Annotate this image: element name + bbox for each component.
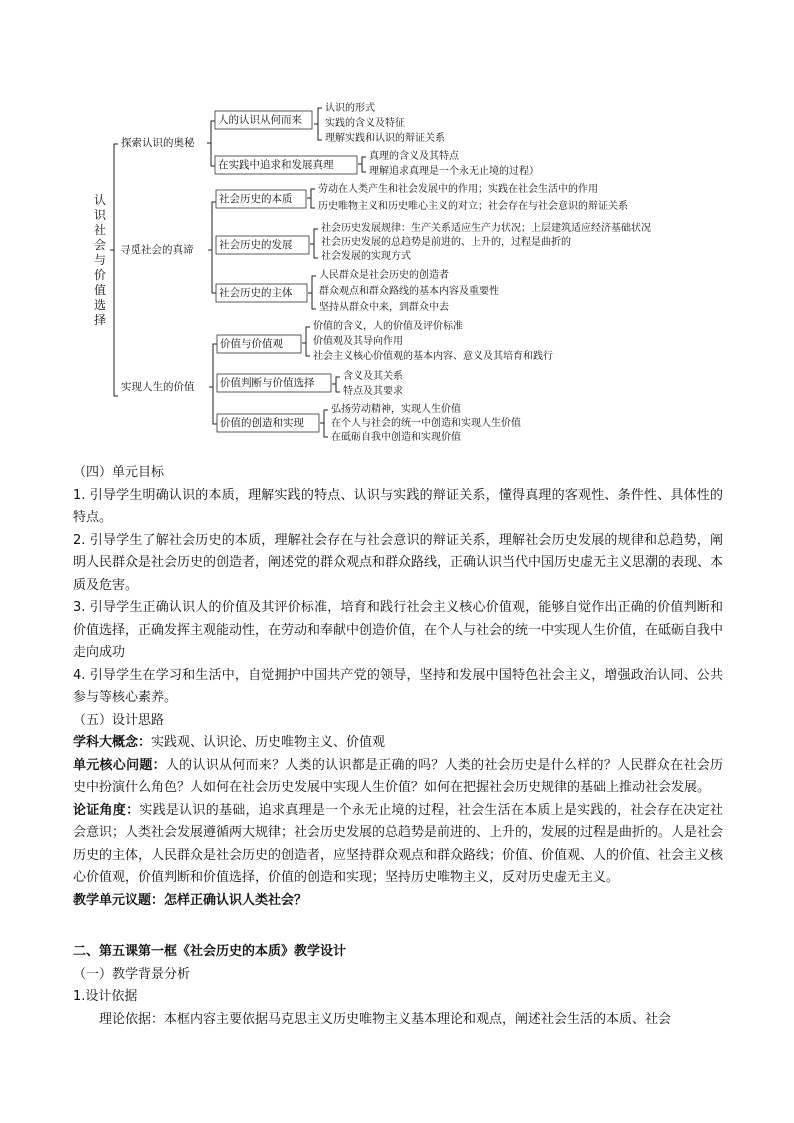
leaf: 弘扬劳动精神，实现人生价值 — [331, 404, 461, 415]
leaf: 社会主义核心价值观的基本内容、意义及其培育和践行 — [313, 351, 553, 362]
leaf: 认识的形式 — [325, 103, 375, 114]
branch-explore-cognition: 探索认识的奥秘 — [121, 137, 195, 149]
goal-4: 4. 引导学生在学习和生活中，自觉拥护中国共产党的领导，坚持和发展中国特色社会主义，增强政治认同、公共参与等核心素养。 — [73, 667, 723, 705]
unit-mind-map — [0, 0, 794, 470]
branch-life-value: 实现人生的价值 — [121, 381, 195, 393]
theory-basis: 理论依据：本框内容主要依据马克思主义历史唯物主义基本理论和观点，阐述社会生活的本质、社会 — [99, 1011, 672, 1027]
leaf: 真理的含义及其特点 — [369, 151, 459, 162]
leaf: 社会发展的实现方式 — [321, 251, 411, 262]
core-question-label: 单元核心问题： — [73, 757, 166, 773]
lesson-section — [73, 941, 723, 1031]
argument — [73, 800, 723, 890]
leaf: 劳动在人类产生和社会发展中的作用；实践在社会生活中的作用 — [318, 184, 598, 195]
unit-topic: 教学单元议题：怎样正确认识人类社会？ — [73, 892, 308, 908]
leaf: 价值的含义，人的价值及评价标准 — [313, 321, 463, 332]
leaf: 理解追求真理是一个永无止境的过程） — [369, 166, 539, 177]
leaf: 实践的含义及特征 — [325, 118, 405, 129]
body-text — [73, 462, 723, 912]
leaf: 价值观及其导向作用 — [313, 336, 403, 347]
background-heading: （一）教学背景分析 — [73, 966, 191, 982]
leaf: 历史唯物主义和历史唯心主义的对立；社会存在与社会意识的辩证关系 — [318, 201, 628, 212]
leaf: 社会历史发展规律：生产关系适应生产力状况；上层建筑适应经济基础状况 — [321, 223, 651, 234]
node-value-creation: 价值的创造和实现 — [220, 417, 304, 429]
core-question — [73, 755, 723, 800]
leaf: 群众观点和群众路线的基本内容及重要性 — [319, 286, 499, 297]
leaf: 特点及其要求 — [343, 386, 403, 397]
node-pursue-truth: 在实践中追求和发展真理 — [218, 159, 334, 171]
leaf: 坚持从群众中来，到群众中去 — [319, 302, 449, 313]
argument-text: 实践是认识的基础，追求真理是一个永无止境的过程，社会生活在本质上是实践的，社会存在决定社会意识；人类社会发展遵循两大规律；社会历史发展的总趋势是前进的、上升的，发展的过程是曲折的。人是社会历史的主体，人民群众是社会历史的创造者，应坚持群众观点和群众路线；价值、价值观、人的价值、社会主义核心价值观，价值判断和价值选择，价值的创造和实现；坚持历史唯物主义，反对历史虚无主义。 — [73, 802, 724, 885]
big-concept-label: 学科大概念： — [73, 735, 152, 750]
node-history-development: 社会历史的发展 — [219, 239, 293, 251]
leaf: 人民群众是社会历史的创造者 — [319, 270, 449, 281]
core-question-text: 人的认识从何而来？人类的认识都是正确的吗？人类的社会历史是什么样的？人民群众在社会历史中扮演什么角色？人如何在社会历史发展中实现人生价值？如何在把握社会历史规律的基础上推动社会发展。 — [73, 757, 723, 795]
leaf: 理解实践和认识的辩证关系 — [325, 133, 445, 144]
section-heading-unit-goals: （四）单元目标 — [73, 465, 165, 480]
big-concept-text: 实践观、认识论、历史唯物主义、价值观 — [151, 735, 386, 750]
basis-heading: 1.设计依据 — [73, 989, 138, 1004]
goal-3: 3. 引导学生正确认识人的价值及其评价标准，培育和践行社会主义核心价值观，能够自觉作出正确的价值判断和价值选择，正确发挥主观能动性，在劳动和奉献中创造价值，在个人与社会的统一中实现人生价值，在砥砺自我中走向成功 — [73, 600, 724, 660]
big-concept — [73, 732, 723, 755]
argument-label: 论证角度： — [73, 802, 140, 818]
goal-1: 1. 引导学生明确认识的本质，理解实践的特点、认识与实践的辩证关系，懂得真理的客观性、条件性、具体性的特点。 — [73, 487, 723, 525]
node-value-view: 价值与价值观 — [220, 338, 283, 350]
leaf: 在个人与社会的统一中创造和实现人生价值 — [331, 418, 521, 429]
node-history-subject: 社会历史的主体 — [219, 287, 293, 299]
leaf: 含义及其关系 — [343, 371, 403, 382]
mind-map-root: 认识社会与价值选择 — [93, 193, 106, 327]
goal-2: 2. 引导学生了解社会历史的本质，理解社会存在与社会意识的辩证关系，理解社会历史发展的规律和总趋势，阐明人民群众是社会历史的创造者，阐述党的群众观点和群众路线，正确认识当代中国历史虚无主义思潮的表现、本质及危害。 — [73, 532, 724, 593]
node-history-essence: 社会历史的本质 — [219, 193, 293, 205]
node-cognition-source: 人的认识从何而来 — [218, 114, 302, 126]
lesson-title: 二、第五课第一框《社会历史的本质》教学设计 — [73, 944, 347, 959]
leaf: 在砥砺自我中创造和实现价值 — [331, 432, 461, 443]
branch-social-truth: 寻觅社会的真谛 — [120, 244, 194, 256]
leaf: 社会历史发展的总趋势是前进的、上升的，过程是曲折的 — [321, 237, 571, 248]
mind-map-brackets — [0, 0, 794, 470]
section-heading-design-idea: （五）设计思路 — [73, 712, 165, 728]
node-value-judgment: 价值判断与价值选择 — [220, 377, 315, 389]
